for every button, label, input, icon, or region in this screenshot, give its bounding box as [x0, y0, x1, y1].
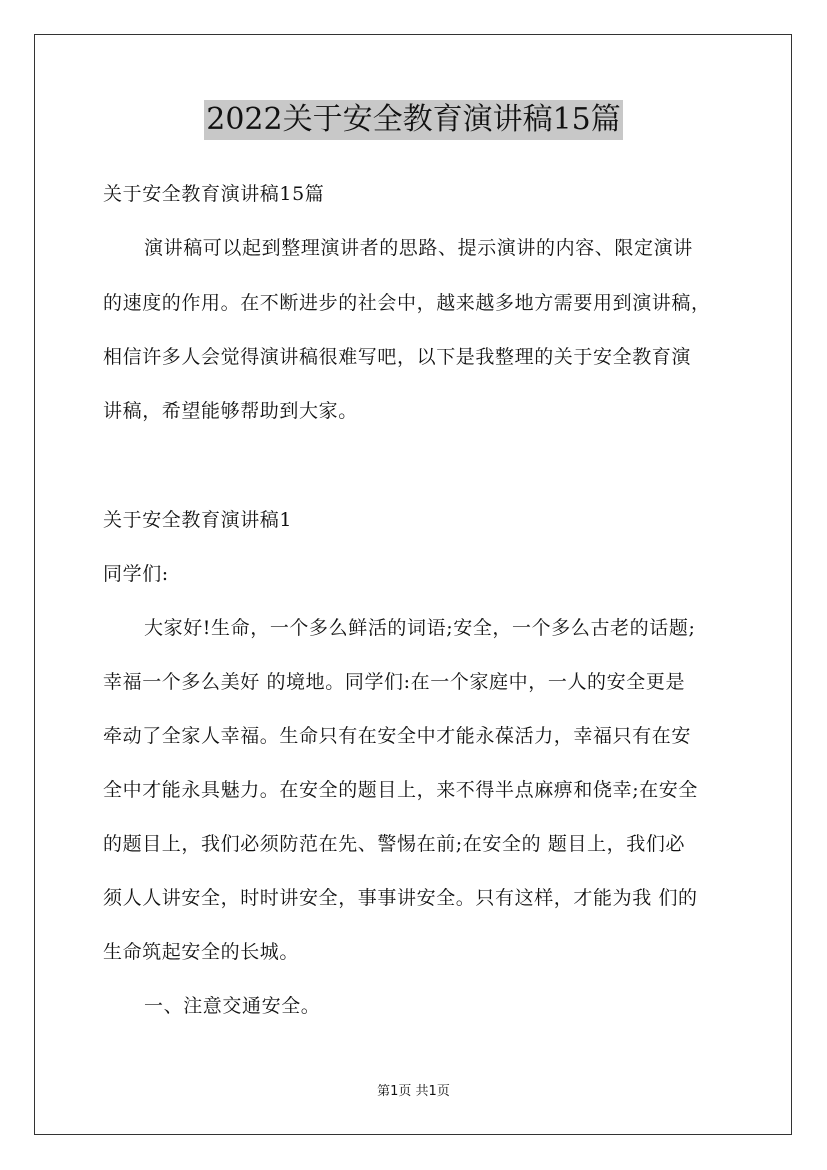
- body-line: 须人人讲安全，时时讲安全，事事讲安全。只有这样，才能为我 们的: [103, 887, 698, 909]
- body-line: 幸福一个多么美好 的境地。同学们:在一个家庭中，一人的安全更是: [103, 671, 686, 693]
- body-line: 全中才能永具魅力。在安全的题目上，来不得半点麻痹和侥幸;在安全: [103, 779, 699, 801]
- body-line: 牵动了全家人幸福。生命只有在安全中才能永葆活力，幸福只有在安: [103, 725, 692, 747]
- intro-line: 演讲稿可以起到整理演讲者的思路、提示演讲的内容、限定演讲: [144, 237, 693, 259]
- section-heading: 关于安全教育演讲稿1: [103, 509, 293, 531]
- body-line: 生命筑起安全的长城。: [103, 941, 300, 963]
- salutation: 同学们:: [103, 563, 169, 585]
- title-container: [0, 100, 827, 140]
- intro-line: 的速度的作用。在不断进步的社会中，越来越多地方需要用到演讲稿，: [103, 292, 711, 314]
- document-title: 2022关于安全教育演讲稿15篇: [204, 100, 623, 140]
- body-line: 大家好!生命，一个多么鲜活的词语;安全，一个多么古老的话题;: [144, 617, 696, 639]
- body-line: 的题目上，我们必须防范在先、警惕在前;在安全的 题目上，我们必: [103, 833, 686, 855]
- point-heading: 一、注意交通安全。: [144, 995, 321, 1017]
- intro-line: 相信许多人会觉得演讲稿很难写吧，以下是我整理的关于安全教育演: [103, 346, 692, 368]
- intro-line: 讲稿，希望能够帮助到大家。: [103, 400, 358, 422]
- document-subtitle: 关于安全教育演讲稿15篇: [103, 183, 325, 205]
- page-footer: 第1页 共1页: [377, 1084, 450, 1099]
